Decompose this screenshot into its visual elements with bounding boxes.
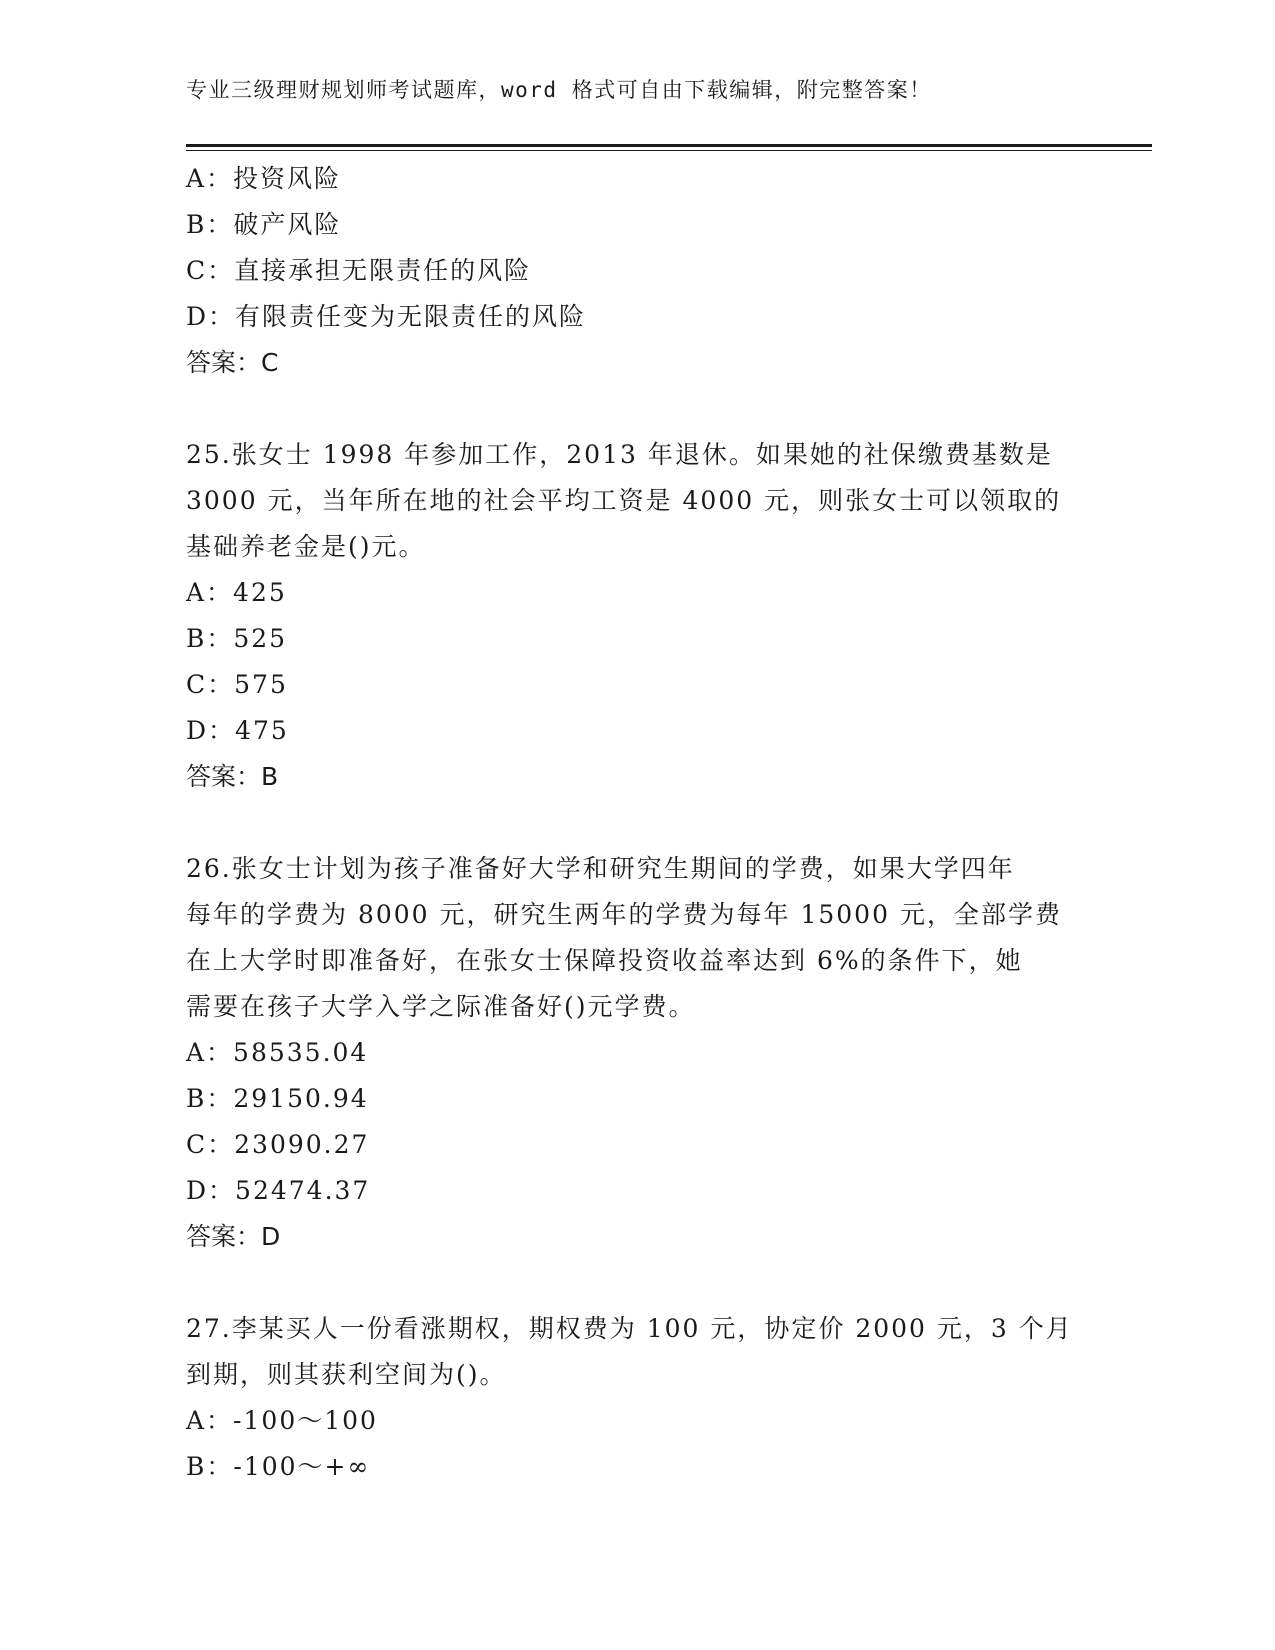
page-header: 专业三级理财规划师考试题库，word 格式可自由下载编辑，附完整答案！ bbox=[186, 78, 932, 102]
option-b: B：29150.94 bbox=[186, 1084, 369, 1113]
question-26 bbox=[186, 846, 1096, 1260]
option-d: D：52474.37 bbox=[186, 1176, 371, 1205]
question-24-answer: 答案：C bbox=[186, 348, 279, 377]
option-b: B：525 bbox=[186, 624, 288, 653]
option-b: B：-100～+∞ bbox=[186, 1452, 371, 1481]
option-c: C：23090.27 bbox=[186, 1130, 370, 1159]
question-26-answer: 答案：D bbox=[186, 1222, 281, 1251]
question-26-stem-line-2: 每年的学费为 8000 元，研究生两年的学费为每年 15000 元，全部学费 bbox=[186, 900, 1062, 929]
spacer bbox=[186, 1260, 1096, 1306]
question-27-stem-line-2: 到期，则其获利空间为()。 bbox=[186, 1360, 507, 1389]
option-c: C：直接承担无限责任的风险 bbox=[186, 256, 532, 285]
question-content bbox=[186, 156, 1096, 1490]
question-27-stem-line-1: 27.李某买人一份看涨期权，期权费为 100 元，协定价 2000 元，3 个月 bbox=[186, 1314, 1073, 1343]
option-c: C：575 bbox=[186, 670, 288, 699]
header-rule-thin bbox=[186, 150, 1152, 151]
question-25 bbox=[186, 432, 1096, 800]
question-25-answer: 答案：B bbox=[186, 762, 279, 791]
option-b: B：破产风险 bbox=[186, 210, 342, 239]
question-24-options bbox=[186, 156, 1096, 340]
question-26-stem-line-3: 在上大学时即准备好，在张女士保障投资收益率达到 6%的条件下，她 bbox=[186, 946, 1023, 975]
question-25-stem-line-1: 25.张女士 1998 年参加工作，2013 年退休。如果她的社保缴费基数是 bbox=[186, 440, 1053, 469]
header-rule-thick bbox=[186, 144, 1152, 147]
spacer bbox=[186, 800, 1096, 846]
question-25-stem-line-2: 3000 元，当年所在地的社会平均工资是 4000 元，则张女士可以领取的 bbox=[186, 486, 1062, 515]
option-a: A：投资风险 bbox=[186, 164, 342, 193]
option-a: A：58535.04 bbox=[186, 1038, 369, 1067]
option-d: D：有限责任变为无限责任的风险 bbox=[186, 302, 587, 331]
question-26-stem-line-4: 需要在孩子大学入学之际准备好()元学费。 bbox=[186, 992, 696, 1021]
spacer bbox=[186, 386, 1096, 432]
option-a: A：425 bbox=[186, 578, 287, 607]
question-25-stem-line-3: 基础养老金是()元。 bbox=[186, 532, 426, 561]
question-27 bbox=[186, 1306, 1096, 1490]
option-a: A：-100～100 bbox=[186, 1406, 378, 1435]
question-26-stem-line-1: 26.张女士计划为孩子准备好大学和研究生期间的学费，如果大学四年 bbox=[186, 854, 1015, 883]
option-d: D：475 bbox=[186, 716, 289, 745]
